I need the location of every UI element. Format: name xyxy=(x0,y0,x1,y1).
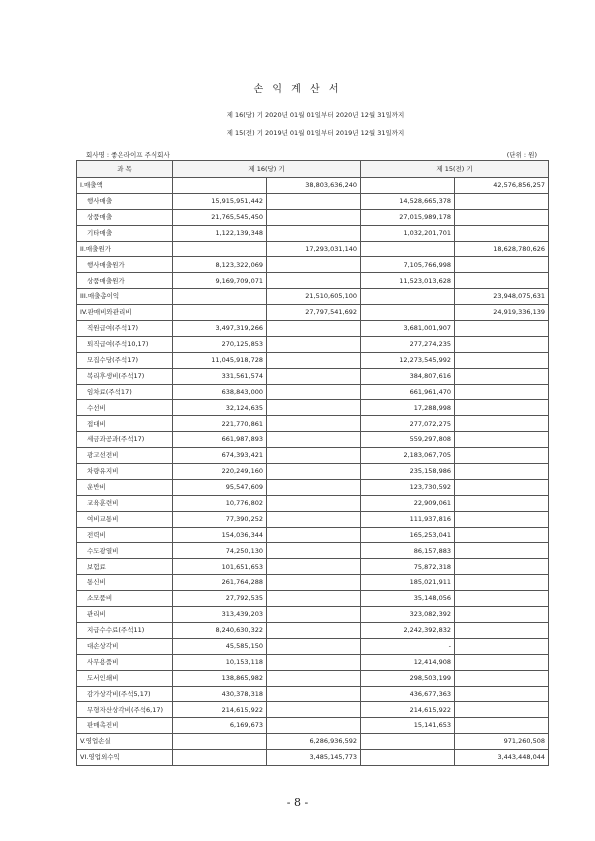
prior-total-cell xyxy=(455,622,549,638)
prior-total-cell: 24,919,336,139 xyxy=(455,305,549,321)
prior-detail-cell: 12,414,908 xyxy=(361,654,455,670)
table-row xyxy=(77,718,549,734)
prior-total-cell xyxy=(455,209,549,225)
prior-total-cell: 42,576,856,257 xyxy=(455,178,549,194)
current-total-cell xyxy=(267,225,361,241)
current-detail-cell: 8,240,630,322 xyxy=(173,622,267,638)
prior-total-cell xyxy=(455,718,549,734)
prior-detail-cell: 35,148,056 xyxy=(361,591,455,607)
prior-detail-cell: 14,528,665,378 xyxy=(361,193,455,209)
account-cell: 모집수당(주석17) xyxy=(77,352,173,368)
current-total-cell xyxy=(267,384,361,400)
current-detail-cell: 101,651,653 xyxy=(173,559,267,575)
account-cell: 상품매출원가 xyxy=(77,273,173,289)
current-detail-cell: 220,249,160 xyxy=(173,464,267,480)
current-detail-cell: 8,123,322,069 xyxy=(173,257,267,273)
current-detail-cell: 10,153,118 xyxy=(173,654,267,670)
account-cell: 관리비 xyxy=(77,607,173,623)
prior-detail-cell: 27,015,989,178 xyxy=(361,209,455,225)
current-total-cell: 21,510,605,100 xyxy=(267,289,361,305)
current-detail-cell: 11,045,918,728 xyxy=(173,352,267,368)
prior-total-cell xyxy=(455,368,549,384)
current-detail-cell: 1,122,139,348 xyxy=(173,225,267,241)
account-cell: 무형자산상각비(주석6,17) xyxy=(77,702,173,718)
current-detail-cell: 9,169,709,071 xyxy=(173,273,267,289)
prior-detail-cell: 11,523,013,628 xyxy=(361,273,455,289)
prior-detail-cell: 123,730,592 xyxy=(361,479,455,495)
current-total-cell xyxy=(267,718,361,734)
current-total-cell xyxy=(267,670,361,686)
account-cell: 행사매출 xyxy=(77,193,173,209)
current-detail-cell xyxy=(173,305,267,321)
prior-total-cell xyxy=(455,416,549,432)
prior-detail-cell: 559,297,808 xyxy=(361,432,455,448)
header-prior-period: 제 15(전) 기 xyxy=(361,161,549,178)
current-total-cell xyxy=(267,321,361,337)
table-row xyxy=(77,654,549,670)
table-body xyxy=(77,178,549,766)
account-cell: I.매출액 xyxy=(77,178,173,194)
income-statement-table xyxy=(76,160,549,766)
prior-detail-cell: 277,274,235 xyxy=(361,336,455,352)
table-row xyxy=(77,511,549,527)
prior-detail-cell: 1,032,201,701 xyxy=(361,225,455,241)
table-row xyxy=(77,464,549,480)
prior-total-cell xyxy=(455,432,549,448)
prior-detail-cell xyxy=(361,734,455,750)
account-cell: V.영업손실 xyxy=(77,734,173,750)
table-row xyxy=(77,527,549,543)
account-cell: VI.영업외수익 xyxy=(77,750,173,766)
table-row xyxy=(77,289,549,305)
prior-detail-cell: 2,183,067,705 xyxy=(361,448,455,464)
current-total-cell xyxy=(267,464,361,480)
current-detail-cell: 674,393,421 xyxy=(173,448,267,464)
account-cell: 퇴직급여(주석10,17) xyxy=(77,336,173,352)
current-total-cell: 6,286,936,592 xyxy=(267,734,361,750)
current-detail-cell: 21,765,545,450 xyxy=(173,209,267,225)
current-detail-cell xyxy=(173,734,267,750)
prior-total-cell: 23,948,075,631 xyxy=(455,289,549,305)
table-row xyxy=(77,591,549,607)
company-name: 회사명 : 좋은라이프 주식회사 xyxy=(86,151,170,159)
prior-total-cell xyxy=(455,670,549,686)
current-detail-cell: 138,865,982 xyxy=(173,670,267,686)
prior-detail-cell: 15,141,653 xyxy=(361,718,455,734)
current-total-cell xyxy=(267,607,361,623)
account-cell: 수도광열비 xyxy=(77,543,173,559)
account-cell: 광고선전비 xyxy=(77,448,173,464)
current-detail-cell xyxy=(173,241,267,257)
prior-total-cell xyxy=(455,193,549,209)
current-total-cell xyxy=(267,702,361,718)
account-cell: 행사매출원가 xyxy=(77,257,173,273)
account-cell: 전력비 xyxy=(77,527,173,543)
current-total-cell xyxy=(267,336,361,352)
current-total-cell xyxy=(267,654,361,670)
prior-total-cell xyxy=(455,495,549,511)
current-detail-cell: 313,439,203 xyxy=(173,607,267,623)
current-total-cell xyxy=(267,591,361,607)
prior-detail-cell: 165,253,041 xyxy=(361,527,455,543)
current-total-cell xyxy=(267,479,361,495)
table-row xyxy=(77,352,549,368)
prior-total-cell xyxy=(455,352,549,368)
account-cell: 세금과공과(주석17) xyxy=(77,432,173,448)
current-detail-cell xyxy=(173,750,267,766)
table-row xyxy=(77,734,549,750)
prior-total-cell xyxy=(455,464,549,480)
table-row xyxy=(77,273,549,289)
current-total-cell xyxy=(267,368,361,384)
prior-total-cell: 3,443,448,044 xyxy=(455,750,549,766)
prior-detail-cell: 2,242,392,832 xyxy=(361,622,455,638)
prior-detail-cell: 3,681,001,907 xyxy=(361,321,455,337)
table-row xyxy=(77,686,549,702)
current-detail-cell: 27,792,535 xyxy=(173,591,267,607)
account-cell: 상품매출 xyxy=(77,209,173,225)
current-detail-cell: 331,561,574 xyxy=(173,368,267,384)
account-cell: 사무용품비 xyxy=(77,654,173,670)
current-detail-cell: 430,378,318 xyxy=(173,686,267,702)
current-total-cell xyxy=(267,527,361,543)
current-total-cell xyxy=(267,638,361,654)
table-row xyxy=(77,479,549,495)
current-total-cell xyxy=(267,432,361,448)
current-total-cell: 3,485,145,773 xyxy=(267,750,361,766)
account-cell: IV.판매비와관리비 xyxy=(77,305,173,321)
prior-total-cell xyxy=(455,321,549,337)
table-row xyxy=(77,559,549,575)
account-cell: 접대비 xyxy=(77,416,173,432)
table-row xyxy=(77,622,549,638)
current-detail-cell: 95,547,609 xyxy=(173,479,267,495)
prior-detail-cell: 185,021,911 xyxy=(361,575,455,591)
table-row xyxy=(77,178,549,194)
table-row xyxy=(77,400,549,416)
prior-total-cell xyxy=(455,511,549,527)
current-detail-cell: 270,125,853 xyxy=(173,336,267,352)
prior-total-cell xyxy=(455,384,549,400)
table-row xyxy=(77,750,549,766)
table-row xyxy=(77,305,549,321)
account-cell: 교육훈련비 xyxy=(77,495,173,511)
table-header-row xyxy=(77,161,549,178)
prior-detail-cell: 384,807,616 xyxy=(361,368,455,384)
table-row xyxy=(77,384,549,400)
current-total-cell xyxy=(267,352,361,368)
current-detail-cell: 261,764,288 xyxy=(173,575,267,591)
unit-label: (단위 : 원) xyxy=(506,151,537,159)
prior-detail-cell: 298,503,199 xyxy=(361,670,455,686)
prior-total-cell: 18,628,780,626 xyxy=(455,241,549,257)
prior-detail-cell: 214,615,922 xyxy=(361,702,455,718)
prior-detail-cell: - xyxy=(361,638,455,654)
current-total-cell xyxy=(267,400,361,416)
account-cell: 통신비 xyxy=(77,575,173,591)
table-row xyxy=(77,448,549,464)
current-detail-cell: 32,124,635 xyxy=(173,400,267,416)
account-cell: 도서인쇄비 xyxy=(77,670,173,686)
table-row xyxy=(77,225,549,241)
current-total-cell xyxy=(267,257,361,273)
prior-total-cell xyxy=(455,575,549,591)
account-cell: 차량유지비 xyxy=(77,464,173,480)
account-cell: II.매출원가 xyxy=(77,241,173,257)
prior-detail-cell: 7,105,766,998 xyxy=(361,257,455,273)
table-row xyxy=(77,209,549,225)
prior-total-cell xyxy=(455,527,549,543)
table-row xyxy=(77,321,549,337)
current-total-cell xyxy=(267,543,361,559)
current-total-cell xyxy=(267,575,361,591)
account-cell: 수선비 xyxy=(77,400,173,416)
table-row xyxy=(77,336,549,352)
table-row xyxy=(77,432,549,448)
table-row xyxy=(77,670,549,686)
current-total-cell xyxy=(267,448,361,464)
prior-detail-cell xyxy=(361,241,455,257)
prior-total-cell xyxy=(455,543,549,559)
prior-detail-cell: 17,288,998 xyxy=(361,400,455,416)
current-total-cell xyxy=(267,686,361,702)
prior-detail-cell: 111,937,816 xyxy=(361,511,455,527)
prior-detail-cell: 86,157,883 xyxy=(361,543,455,559)
account-cell: 판매촉진비 xyxy=(77,718,173,734)
header-account: 과 목 xyxy=(77,161,173,178)
current-detail-cell: 77,390,252 xyxy=(173,511,267,527)
prior-detail-cell xyxy=(361,750,455,766)
prior-total-cell xyxy=(455,607,549,623)
header-current-period: 제 16(당) 기 xyxy=(173,161,361,178)
page-number: - 8 - xyxy=(286,796,309,809)
prior-detail-cell: 235,158,986 xyxy=(361,464,455,480)
current-total-cell xyxy=(267,273,361,289)
account-cell: 기타매출 xyxy=(77,225,173,241)
prior-detail-cell: 75,872,318 xyxy=(361,559,455,575)
current-total-cell xyxy=(267,495,361,511)
account-cell: 직원급여(주석17) xyxy=(77,321,173,337)
current-detail-cell: 74,250,130 xyxy=(173,543,267,559)
current-total-cell: 17,293,031,140 xyxy=(267,241,361,257)
prior-total-cell xyxy=(455,336,549,352)
current-total-cell xyxy=(267,209,361,225)
account-cell: 지급수수료(주석11) xyxy=(77,622,173,638)
current-total-cell: 38,803,636,240 xyxy=(267,178,361,194)
account-cell: 감가상각비(주석5,17) xyxy=(77,686,173,702)
current-detail-cell: 638,843,000 xyxy=(173,384,267,400)
table-row xyxy=(77,416,549,432)
prior-total-cell xyxy=(455,638,549,654)
current-detail-cell: 10,776,802 xyxy=(173,495,267,511)
table-row xyxy=(77,495,549,511)
current-detail-cell: 214,615,922 xyxy=(173,702,267,718)
account-cell: 여비교통비 xyxy=(77,511,173,527)
prior-detail-cell: 277,072,275 xyxy=(361,416,455,432)
period-prior: 제 15(전) 기 2019년 01월 01일부터 2019년 12월 31일까지 xyxy=(226,129,405,137)
prior-total-cell xyxy=(455,400,549,416)
prior-detail-cell: 661,961,470 xyxy=(361,384,455,400)
period-current: 제 16(당) 기 2020년 01월 01일부터 2020년 12월 31일까지 xyxy=(226,111,405,119)
table-row xyxy=(77,257,549,273)
table-row xyxy=(77,638,549,654)
prior-detail-cell xyxy=(361,305,455,321)
current-detail-cell: 221,770,861 xyxy=(173,416,267,432)
prior-total-cell xyxy=(455,702,549,718)
prior-detail-cell: 22,909,061 xyxy=(361,495,455,511)
prior-total-cell xyxy=(455,591,549,607)
current-detail-cell: 3,497,319,266 xyxy=(173,321,267,337)
current-detail-cell: 45,585,150 xyxy=(173,638,267,654)
prior-total-cell xyxy=(455,559,549,575)
current-total-cell xyxy=(267,622,361,638)
prior-detail-cell: 12,273,545,992 xyxy=(361,352,455,368)
current-detail-cell: 661,987,893 xyxy=(173,432,267,448)
prior-detail-cell: 323,082,392 xyxy=(361,607,455,623)
account-cell: 복리후생비(주석17) xyxy=(77,368,173,384)
prior-total-cell xyxy=(455,225,549,241)
account-cell: 소모품비 xyxy=(77,591,173,607)
prior-total-cell xyxy=(455,479,549,495)
prior-total-cell xyxy=(455,273,549,289)
prior-total-cell xyxy=(455,448,549,464)
table-row xyxy=(77,702,549,718)
account-cell: 임차료(주석17) xyxy=(77,384,173,400)
prior-total-cell xyxy=(455,257,549,273)
account-cell: III.매출총이익 xyxy=(77,289,173,305)
current-detail-cell: 154,036,344 xyxy=(173,527,267,543)
account-cell: 대손상각비 xyxy=(77,638,173,654)
prior-total-cell: 971,260,508 xyxy=(455,734,549,750)
current-detail-cell xyxy=(173,289,267,305)
current-total-cell xyxy=(267,559,361,575)
table-row xyxy=(77,575,549,591)
table-row xyxy=(77,193,549,209)
account-cell: 운반비 xyxy=(77,479,173,495)
current-detail-cell: 15,915,951,442 xyxy=(173,193,267,209)
current-total-cell xyxy=(267,193,361,209)
current-detail-cell: 6,169,673 xyxy=(173,718,267,734)
prior-total-cell xyxy=(455,686,549,702)
current-total-cell xyxy=(267,416,361,432)
table-row xyxy=(77,241,549,257)
table-row xyxy=(77,543,549,559)
table-row xyxy=(77,607,549,623)
prior-total-cell xyxy=(455,654,549,670)
document-title: 손 익 계 산 서 xyxy=(253,84,342,95)
prior-detail-cell: 436,677,363 xyxy=(361,686,455,702)
current-detail-cell xyxy=(173,178,267,194)
current-total-cell: 27,797,541,692 xyxy=(267,305,361,321)
account-cell: 보험료 xyxy=(77,559,173,575)
prior-detail-cell xyxy=(361,289,455,305)
current-total-cell xyxy=(267,511,361,527)
table-row xyxy=(77,368,549,384)
prior-detail-cell xyxy=(361,178,455,194)
